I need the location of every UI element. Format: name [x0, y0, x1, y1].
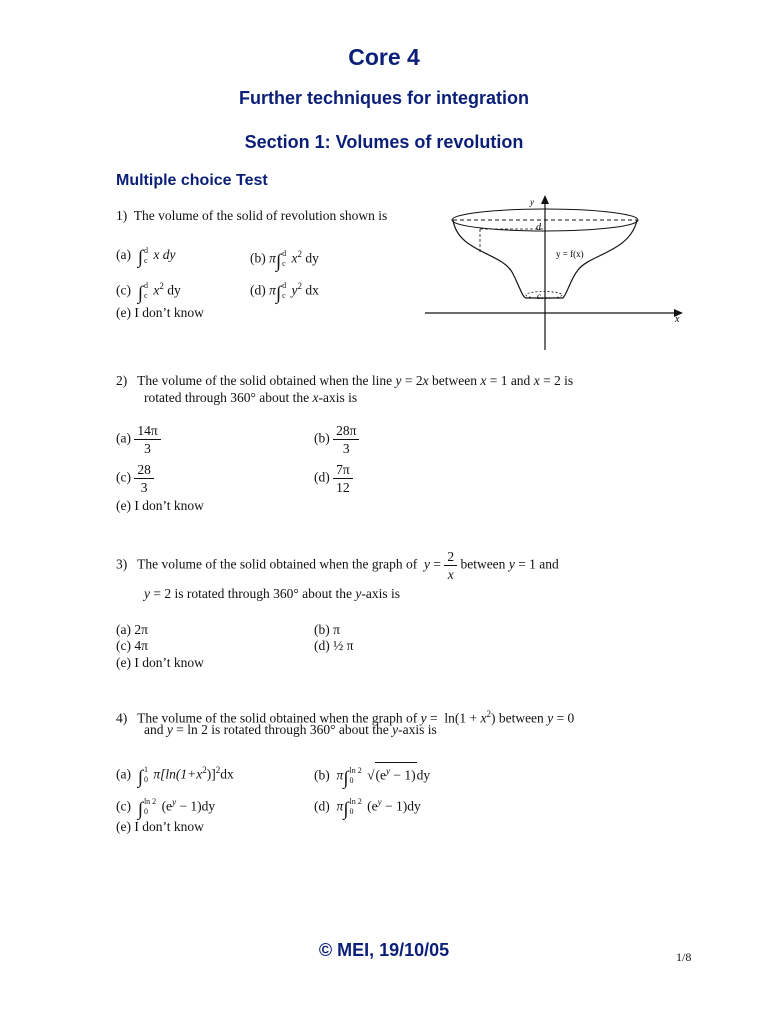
q4-option-a: (a) ∫ 1 0 $\pi[\ln(1+x^2)]^2dx$	[116, 765, 234, 788]
document-title: Core 4	[348, 44, 420, 70]
question-3-stem: 3) The volume of the solid obtained when the graph of y = $\frac{2}{x}$ between y = 1 and	[116, 549, 559, 582]
curve-label: y = f(x)	[556, 249, 584, 259]
q4-option-b: (b) π∫ ln 2 0 $√(e^y - 1)dy$	[314, 762, 430, 787]
integral-sign: ∫	[137, 798, 143, 820]
integral-sign: ∫	[275, 282, 282, 304]
d-label: d	[536, 222, 541, 233]
q4-option-c: (c) ∫ ln 2 0 $(e^y - 1)dy$	[116, 797, 216, 820]
q3-option-d: (d) ½ π	[314, 638, 354, 653]
y-axis-arrow	[541, 195, 549, 204]
revolution-diagram	[420, 192, 690, 357]
q2-option-b: (b) $\frac{28\pi}{3}$	[314, 422, 359, 457]
q2-option-c: (c) $\frac{28}{3}$	[116, 461, 154, 496]
c-label: c	[537, 291, 541, 301]
question-4-stem-line2: and y = ln 2 is rotated through 360° about the y-axis is	[144, 722, 437, 737]
integral-sign: ∫	[343, 798, 349, 820]
y-axis-label: y	[530, 197, 534, 207]
q1-option-a: (a) ∫ d c x dy	[116, 246, 176, 269]
integral-sign: ∫	[343, 767, 349, 789]
q2-option-a: (a) $\frac{14\pi}{3}$	[116, 422, 161, 457]
q4-option-d: (d) π∫ ln 2 0 $(e^y - 1)dy$	[314, 797, 421, 820]
question-1-stem: 1) The volume of the solid of revolution shown is	[116, 208, 388, 223]
q3-option-b: (b) π	[314, 622, 340, 637]
q3-option-e: (e) I don’t know	[116, 655, 204, 670]
q4-option-e: (e) I don’t know	[116, 819, 204, 834]
q2-option-e: (e) I don’t know	[116, 498, 204, 513]
sqrt-sign: √	[367, 767, 375, 783]
section-heading: Section 1: Volumes of revolution	[244, 132, 524, 152]
copyright-footer: © MEI, 19/10/05	[318, 940, 450, 960]
test-heading: Multiple choice Test	[116, 172, 268, 189]
question-4-stem: 4) The volume of the solid obtained when the graph of $y = \ln(1 + x^2)$ between y = 0	[116, 709, 575, 726]
q3-option-c: (c) 4π	[116, 638, 148, 653]
page-number: 1/8	[676, 950, 692, 964]
integral-sign: ∫	[137, 282, 143, 304]
x-axis-label: x	[675, 314, 680, 325]
q3-option-a: (a) 2π	[116, 622, 148, 637]
integral-sign: ∫	[137, 247, 143, 269]
question-2-stem-line2: rotated through 360° about the x-axis is	[144, 390, 358, 405]
question-3-stem-line2: y = 2 is rotated through 360° about the y-axis is	[144, 586, 400, 601]
q1-option-d: (d) π∫ d c $y^2$ dx	[250, 281, 319, 304]
question-2-stem: 2) The volume of the solid obtained when the line y = 2x between x = 1 and x = 2 is	[116, 373, 574, 388]
document-subtitle: Further techniques for integration	[238, 88, 529, 108]
q2-option-d: (d) $\frac{7\pi}{12}$	[314, 461, 353, 496]
q1-option-e: (e) I don’t know	[116, 305, 204, 320]
q1-option-c: (c) ∫ d c $x^2$ dy	[116, 281, 181, 304]
q1-option-b: (b) π∫ d c $x^2$ dy	[250, 249, 319, 272]
integral-sign: ∫	[137, 766, 143, 788]
integral-sign: ∫	[275, 250, 282, 272]
